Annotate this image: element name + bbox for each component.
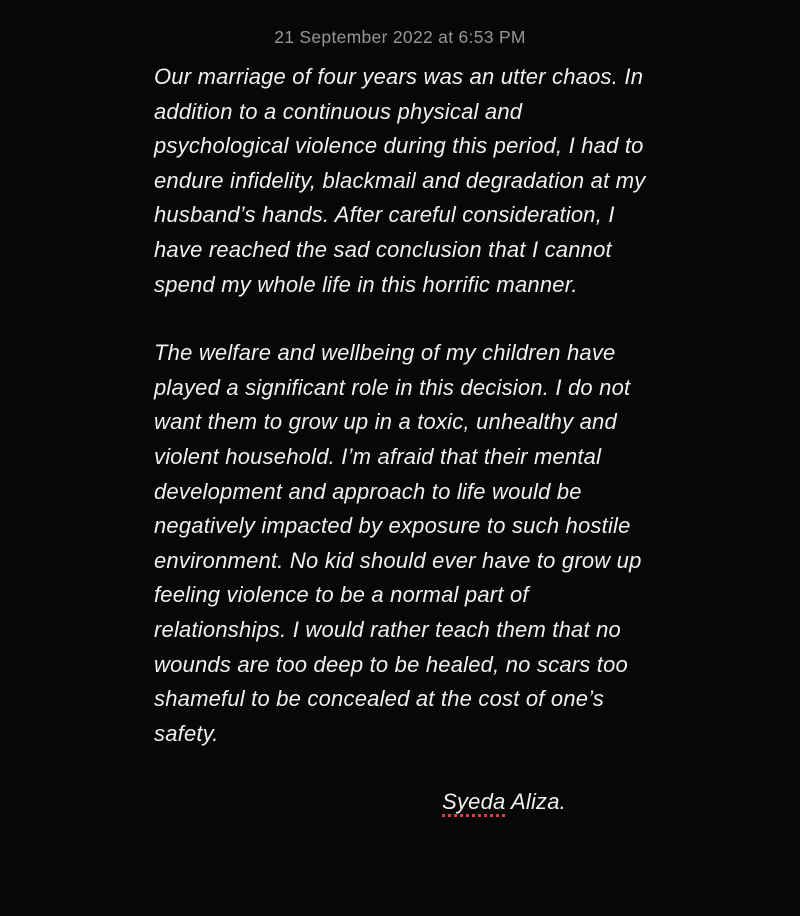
signature-line — [154, 785, 662, 820]
note-paragraph-2: The welfare and wellbeing of my children have played a significant role in this decision. I do not want them to grow up in a toxic, unhealthy and violent household. I’m afraid that their mental development and approach to life would be negatively impacted by exposure to such hostile environment. No kid should ever have to grow up feeling violence to be a normal part of relationships. I would rather teach them that no wounds are too deep to be healed, no scars too shameful to be concealed at the cost of one’s safety. — [154, 340, 642, 746]
note-paragraph-1: Our marriage of four years was an utter chaos. In addition to a continuous physical and psychological violence during this period, I had to endure infidelity, blackmail and degradation at my husband’s hands. After careful consideration, I have reached the sad conclusion that I cannot spend my whole life in this horrific manner. — [154, 64, 646, 297]
note-body[interactable] — [0, 60, 662, 820]
signature-rest: Aliza. — [505, 789, 566, 815]
note-timestamp: 21 September 2022 at 6:53 PM — [274, 27, 526, 47]
signature-misspelled-word: Syeda — [442, 789, 506, 815]
